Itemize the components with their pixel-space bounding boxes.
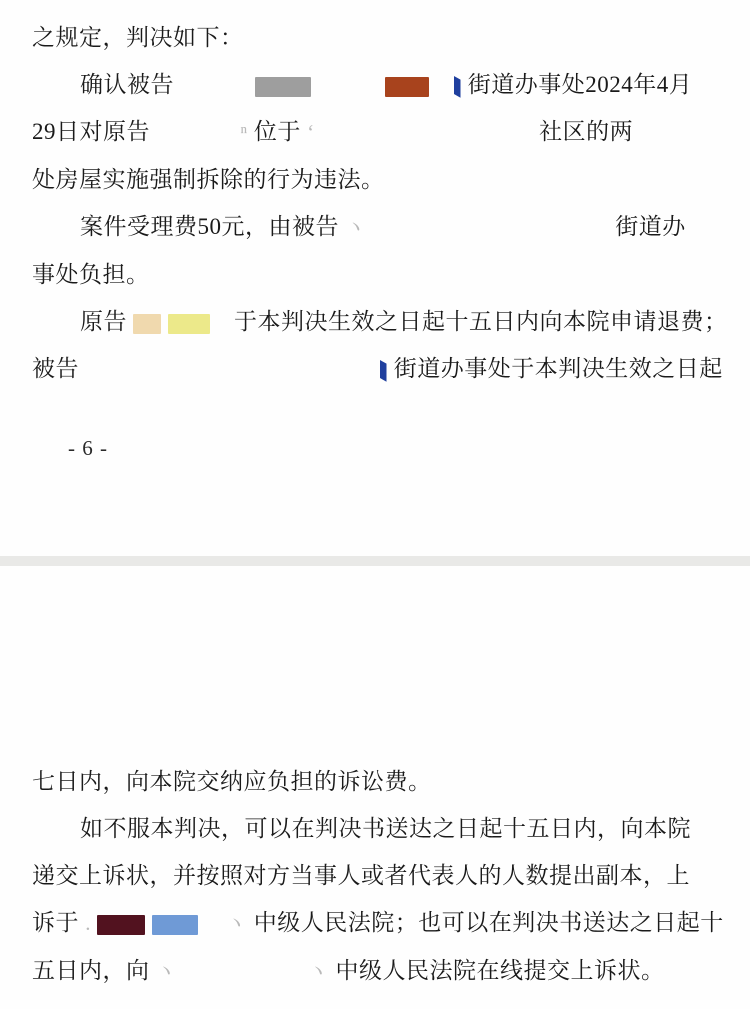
line-text: 递交上诉状，并按照对方当事人或者代表人的人数提出副本，上 (32, 863, 690, 888)
blue-marker-icon (454, 76, 461, 98)
line-text-before: 原告 (80, 309, 127, 334)
text-line (32, 345, 723, 392)
text-line (32, 108, 718, 156)
text-line (32, 947, 718, 995)
redaction-block (435, 77, 447, 97)
text-line (32, 14, 718, 61)
redaction-block-blue (152, 915, 198, 935)
text-line (32, 203, 718, 251)
line-text: 如不服本判决，可以在判决书送达之日起十五日内，向本院 (80, 816, 691, 841)
text-line (32, 852, 718, 899)
redaction-block (184, 963, 302, 983)
line-text-after: 中级人民法院；也可以在判决书送达之日起十 (253, 910, 724, 935)
redaction-block (180, 77, 248, 97)
redaction-block (321, 124, 533, 144)
line-text: 七日内，向本院交纳应负担的诉讼费。 (32, 769, 432, 794)
text-line (32, 156, 718, 203)
text-line (32, 899, 724, 947)
line-text: 处房屋实施强制拆除的行为违法。 (32, 167, 385, 192)
line-text-before: 五日内，向 (32, 958, 150, 983)
redaction-block-gray (255, 77, 311, 97)
smudge-mark: ‘ (307, 120, 315, 144)
page-separator (0, 556, 750, 566)
text-line (32, 298, 728, 345)
redaction-block (317, 77, 379, 97)
redaction-block (85, 361, 373, 381)
line-text-before: 被告 (32, 356, 79, 381)
line-text-after: 街道办 (615, 214, 686, 239)
blue-marker-icon (380, 360, 387, 382)
line-text-mid: 位于 (253, 119, 301, 144)
line-text-before: 案件受理费50元，由被告 (80, 214, 339, 239)
smudge-mark: ヽ (307, 959, 330, 983)
smudge-mark: ヽ (345, 215, 367, 239)
line-text-before: 诉于 (32, 910, 79, 935)
smudge-mark: ヽ (226, 911, 248, 935)
document-page-bottom (0, 566, 750, 1009)
smudge-mark: . (85, 911, 91, 935)
smudge-mark: ヽ (155, 959, 178, 983)
line-text-after: 中级人民法院在线提交上诉状。 (335, 958, 665, 983)
line-text: 事处负担。 (32, 262, 150, 287)
redaction-block (373, 219, 609, 239)
line-text-before: 29日对原告 (32, 119, 150, 144)
line-text-before: 确认被告 (80, 72, 174, 97)
text-line (32, 251, 718, 298)
redaction-block (216, 314, 228, 334)
smudge-mark: ⁿ (240, 120, 248, 144)
redaction-block-brown (385, 77, 429, 97)
redaction-block-cream (133, 314, 161, 334)
line-text-after: 街道办事处于本判决生效之日起 (393, 356, 723, 381)
redaction-block-yellow (168, 314, 210, 334)
line-text-after: 社区的两 (539, 119, 634, 144)
line-text-after: 街道办事处2024年4月 (467, 72, 693, 97)
page-top-margin (32, 566, 718, 758)
line-text-after: 于本判决生效之日起十五日内向本院申请退费； (234, 309, 728, 334)
redaction-block (204, 915, 220, 935)
page-number: - 6 - (68, 436, 108, 460)
redaction-block (156, 124, 234, 144)
text-line (32, 61, 718, 108)
redaction-block-maroon (97, 915, 145, 935)
line-text: 之规定，判决如下： (32, 25, 244, 50)
text-line (32, 758, 718, 805)
text-line (32, 805, 718, 852)
